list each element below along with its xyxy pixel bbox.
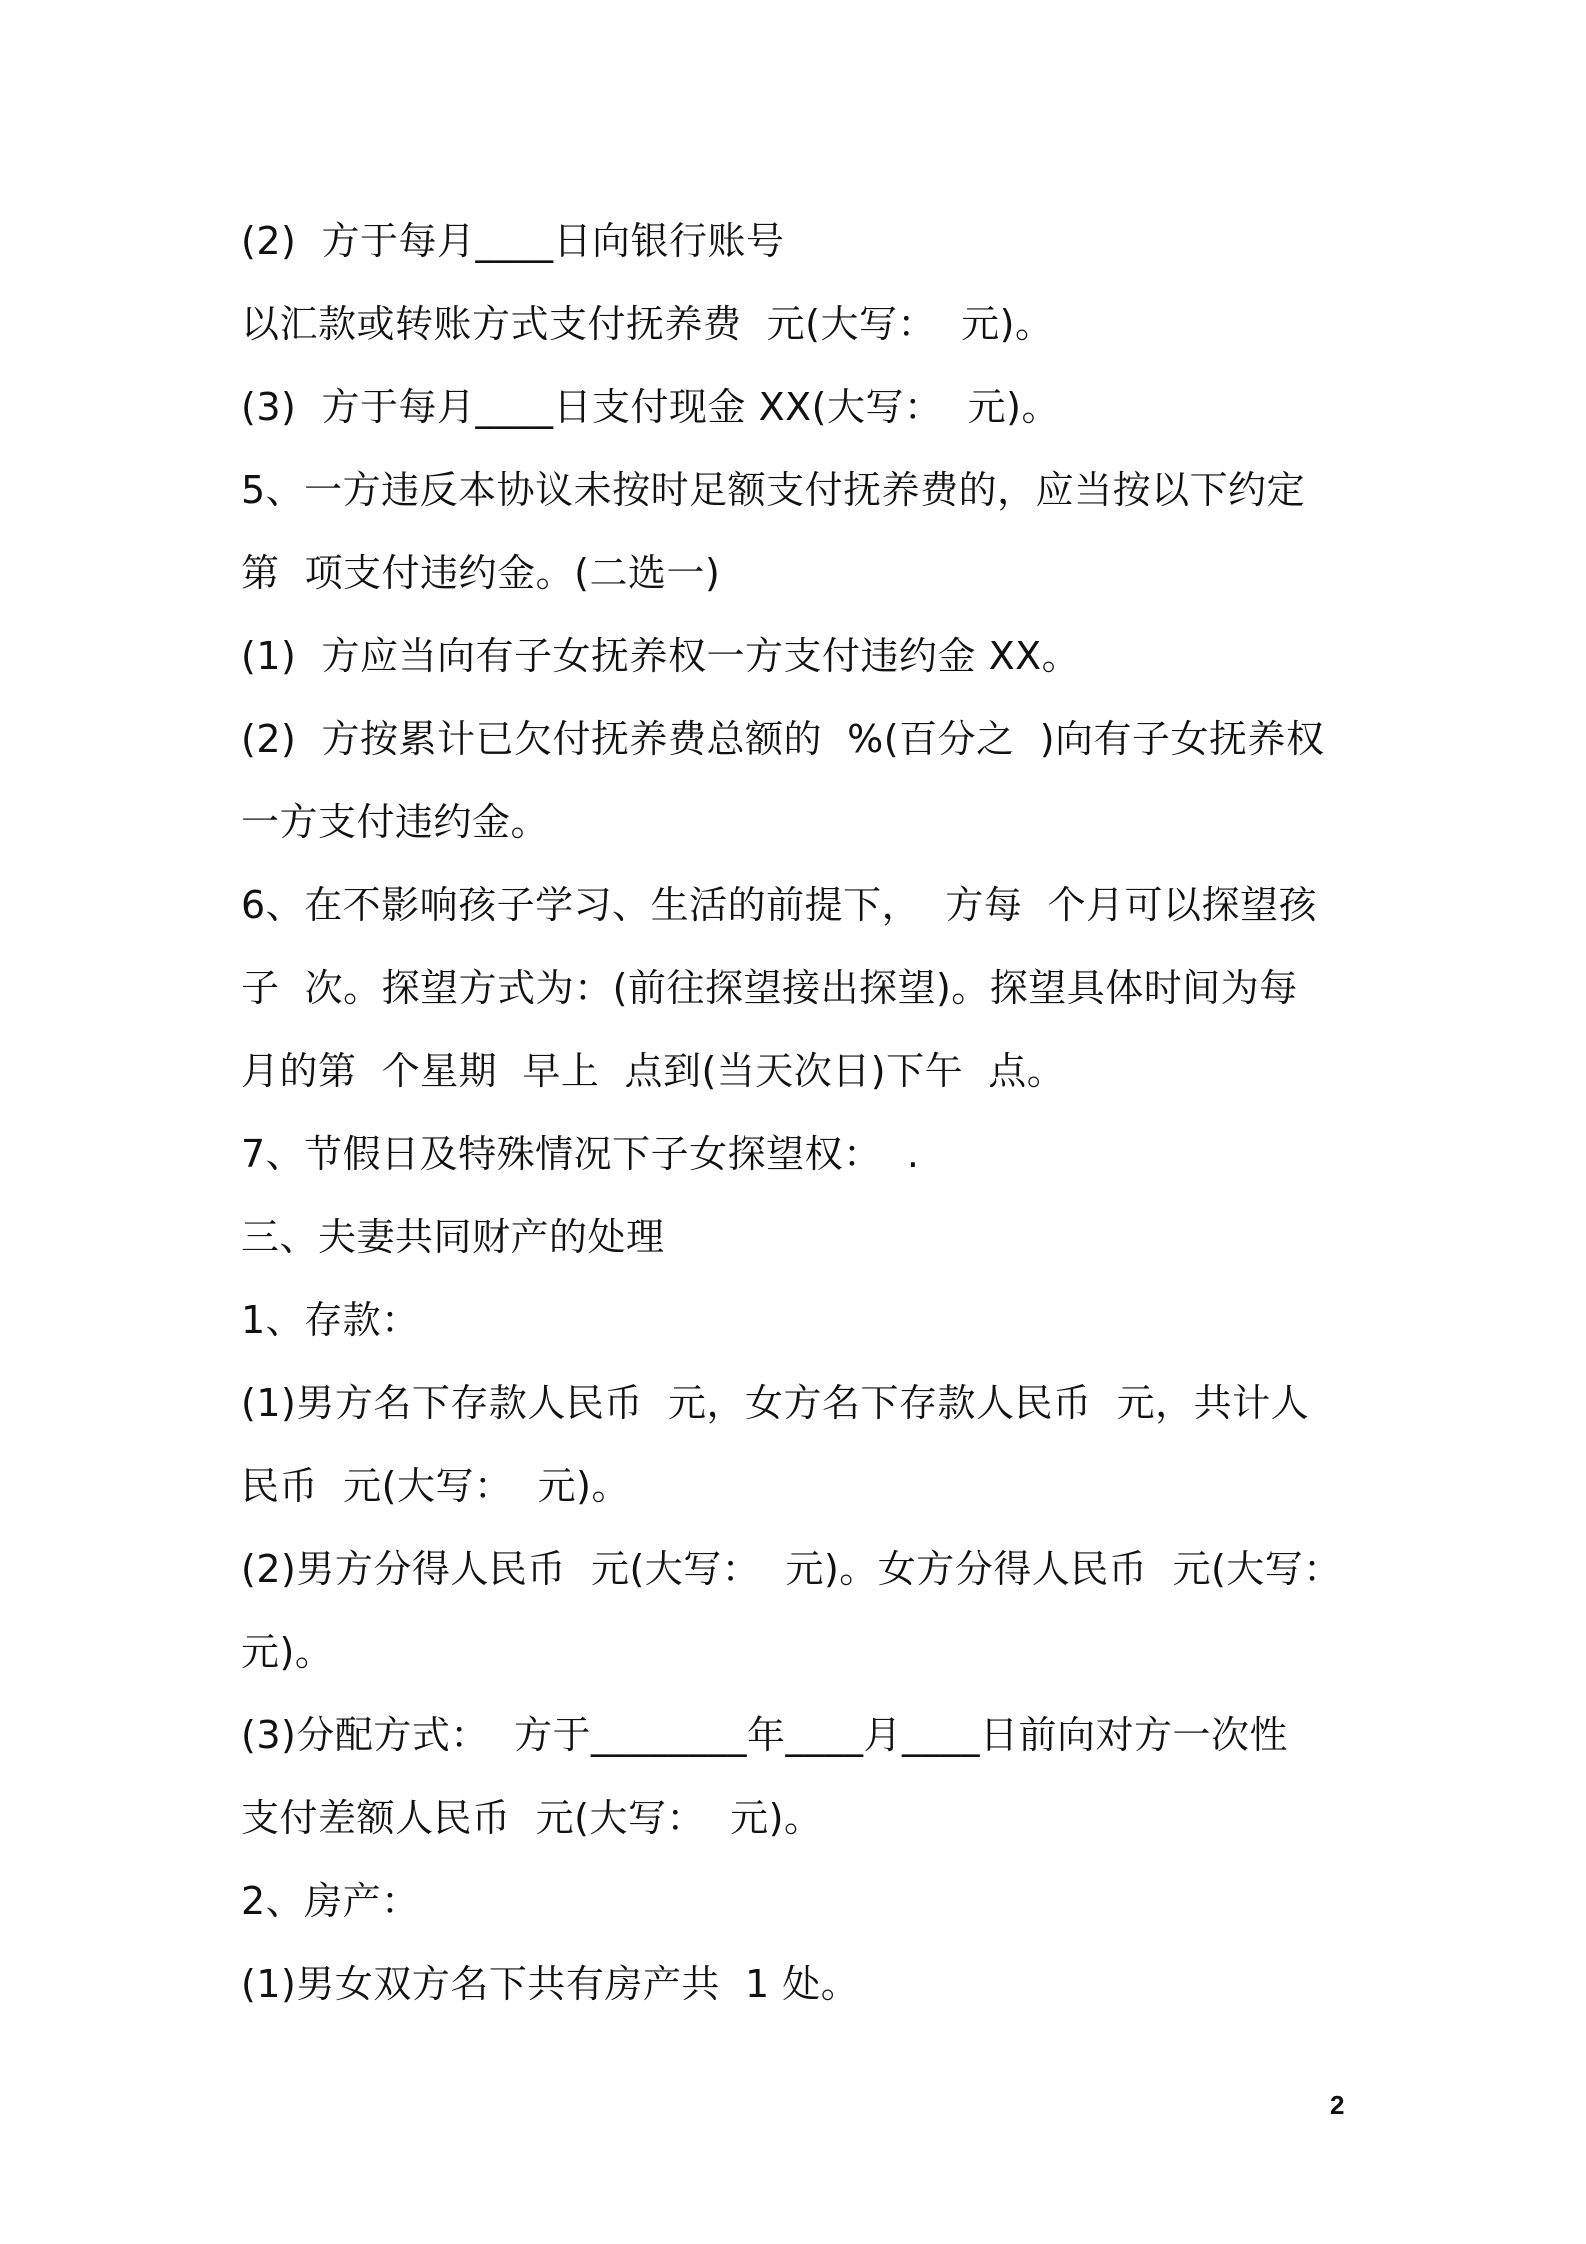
text-line: 子 次。探望方式为：(前往探望接出探望)。探望具体时间为每 bbox=[241, 966, 1298, 1010]
text-line: 元)。 bbox=[241, 1630, 334, 1674]
page-number: 2 bbox=[1330, 2090, 1345, 2120]
text-line: 以汇款或转账方式支付抚养费 元(大写： 元)。 bbox=[241, 302, 1054, 346]
text-line: (3) 方于每月____日支付现金 XX(大写： 元)。 bbox=[241, 385, 1060, 429]
text-line: 6、在不影响孩子学习、生活的前提下， 方每 个月可以探望孩 bbox=[241, 883, 1317, 927]
text-line: (1)男女双方名下共有房产共 1 处。 bbox=[241, 1962, 860, 2006]
section-heading: 三、夫妻共同财产的处理 bbox=[241, 1215, 665, 1259]
text-line: (3)分配方式： 方于________年____月____日前向对方一次性 bbox=[241, 1713, 1288, 1757]
text-line: 支付差额人民币 元(大写： 元)。 bbox=[241, 1796, 823, 1840]
subsection-heading: 1、存款： bbox=[241, 1298, 420, 1342]
text-line: 一方支付违约金。 bbox=[241, 800, 550, 844]
text-line: 7、节假日及特殊情况下子女探望权： . bbox=[241, 1132, 920, 1176]
text-line: 5、一方违反本协议未按时足额支付抚养费的，应当按以下约定 bbox=[241, 468, 1306, 512]
text-line: (2) 方按累计已欠付抚养费总额的 %(百分之 )向有子女抚养权 bbox=[241, 717, 1325, 761]
text-line: (1) 方应当向有子女抚养权一方支付违约金 XX。 bbox=[241, 634, 1081, 678]
subsection-heading: 2、房产： bbox=[241, 1879, 420, 1923]
text-line: 民币 元(大写： 元)。 bbox=[241, 1464, 630, 1508]
text-line: (1)男方名下存款人民币 元，女方名下存款人民币 元，共计人 bbox=[241, 1381, 1310, 1425]
text-line: 第 项支付违约金。(二选一) bbox=[241, 551, 721, 595]
text-line: 月的第 个星期 早上 点到(当天次日)下午 点。 bbox=[241, 1049, 1066, 1093]
text-line: (2)男方分得人民币 元(大写： 元)。女方分得人民币 元(大写： bbox=[241, 1547, 1342, 1591]
text-line: (2) 方于每月____日向银行账号 bbox=[241, 219, 785, 263]
document-body bbox=[241, 200, 1361, 2026]
